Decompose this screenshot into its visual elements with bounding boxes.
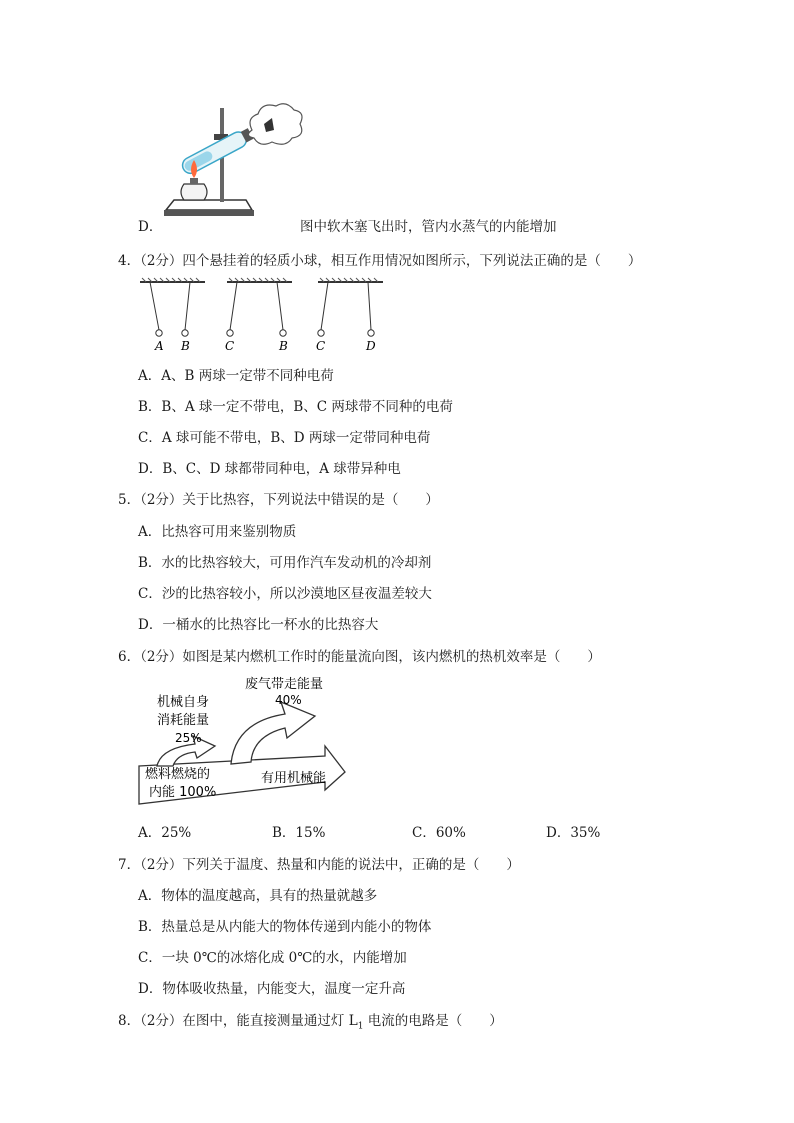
q5-option-c: C．沙的比热容较小，所以沙漠地区昼夜温差较大 bbox=[138, 586, 432, 602]
exhaust-percent: 40% bbox=[275, 693, 302, 707]
self-consumption-percent: 25% bbox=[175, 731, 202, 745]
q7-option-d: D．物体吸收热量，内能变大，温度一定升高 bbox=[138, 981, 406, 997]
q6-stem: 6．（2分）如图是某内燃机工作时的能量流向图，该内燃机的热机效率是（ ） bbox=[118, 649, 601, 665]
q7-option-b: B．热量总是从内能大的物体传递到内能小的物体 bbox=[138, 919, 432, 935]
q4-option-d: D．B、C、D 球都带同种电，A 球带异种电 bbox=[138, 461, 401, 477]
q5-option-b: B．水的比热容较大，可用作汽车发动机的冷却剂 bbox=[138, 555, 432, 571]
self-consumption-line2: 消耗能量 bbox=[157, 713, 210, 728]
q5-option-d: D．一桶水的比热容比一杯水的比热容大 bbox=[138, 617, 379, 633]
q3-option-d-letter: D． bbox=[138, 219, 163, 235]
q4-option-c: C．A 球可能不带电，B、D 两球一定带同种电荷 bbox=[138, 430, 431, 446]
q8-stem-tail: 电流的电路是（ ） bbox=[363, 1013, 503, 1029]
q6-option-a: A．25% bbox=[138, 825, 192, 841]
q7-stem: 7．（2分）下列关于温度、热量和内能的说法中，正确的是（ ） bbox=[118, 857, 520, 873]
useful-energy-label: 有用机械能 bbox=[261, 771, 327, 786]
steam-apparatus-figure bbox=[160, 100, 305, 225]
self-consumption-line1: 机械自身 bbox=[157, 695, 210, 710]
ball-label-c: C bbox=[225, 339, 235, 353]
q5-option-a: A．比热容可用来鉴别物质 bbox=[138, 524, 297, 540]
q6-option-c: C．60% bbox=[412, 825, 466, 841]
q8-stem bbox=[118, 1009, 503, 1032]
q7-option-c: C．一块 0℃的冰熔化成 0℃的水，内能增加 bbox=[138, 950, 407, 966]
q5-stem: 5．（2分）关于比热容，下列说法中错误的是（ ） bbox=[118, 492, 439, 508]
q8-stem-text: 8．（2分）在图中，能直接测量通过灯 L bbox=[118, 1013, 358, 1029]
ball-label-c: C bbox=[316, 339, 326, 353]
q6-option-b: B．15% bbox=[272, 825, 326, 841]
q7-option-a: A．物体的温度越高，具有的热量就越多 bbox=[138, 888, 378, 904]
q6-option-d: D．35% bbox=[546, 825, 601, 841]
q4-option-a: A．A、B 两球一定带不同种电荷 bbox=[138, 368, 334, 384]
ball-label-b: B bbox=[279, 339, 288, 353]
q3-option-d-text: 图中软木塞飞出时，管内水蒸气的内能增加 bbox=[300, 219, 557, 235]
ball-label-b: B bbox=[181, 339, 190, 353]
fuel-energy-line2: 内能 100% bbox=[149, 785, 217, 800]
ball-label-d: D bbox=[366, 339, 376, 353]
exhaust-label: 废气带走能量 bbox=[245, 677, 324, 692]
ball-label-a: A bbox=[155, 339, 164, 353]
hanging-balls-figure bbox=[135, 276, 390, 356]
q8-stem-subscript: 1 bbox=[357, 1021, 364, 1032]
q4-option-b: B．B、A 球一定不带电，B、C 两球带不同种的电荷 bbox=[138, 399, 453, 415]
fuel-energy-line1: 燃料燃烧的 bbox=[145, 767, 211, 782]
q4-stem: 4．（2分）四个悬挂着的轻质小球，相互作用情况如图所示，下列说法正确的是（ ） bbox=[118, 253, 642, 269]
energy-flow-diagram bbox=[135, 672, 350, 812]
